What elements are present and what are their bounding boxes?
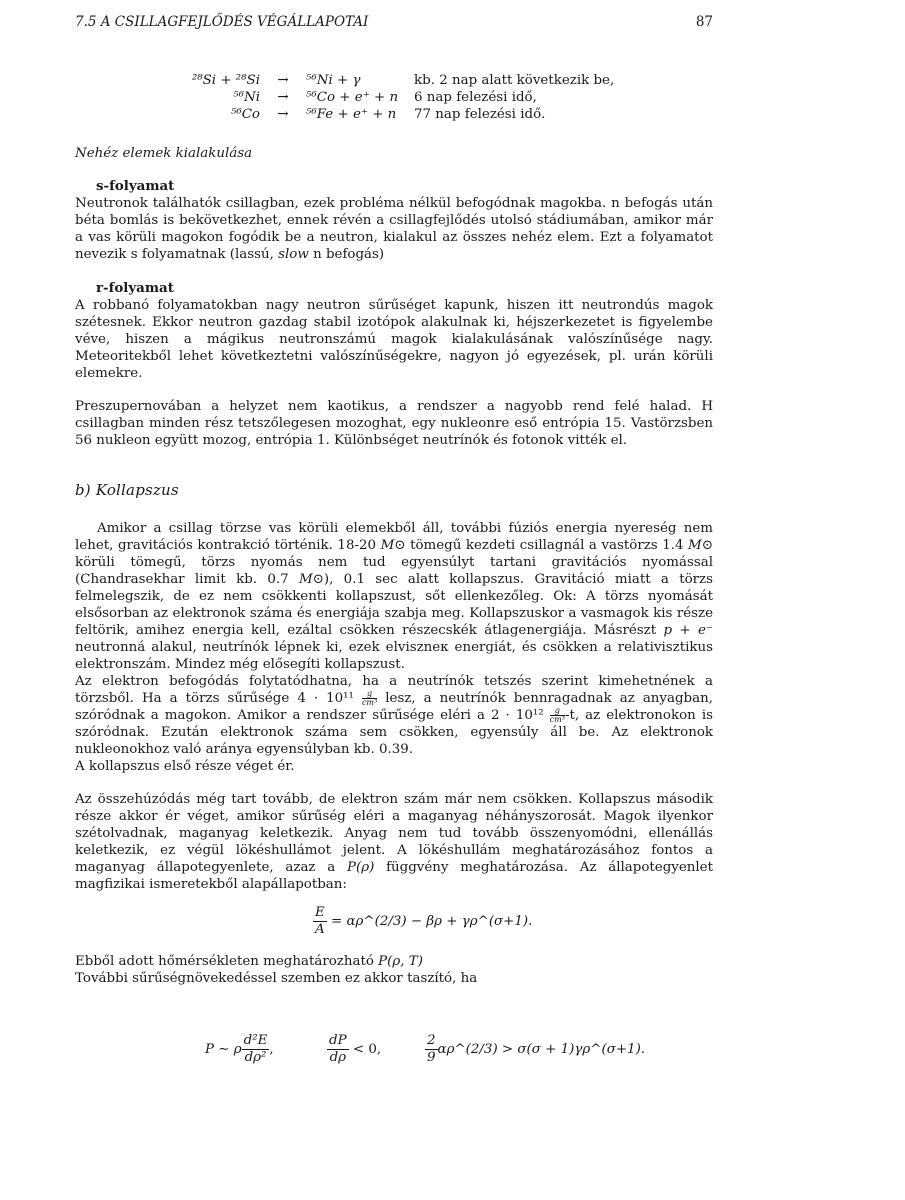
- reaction-note: kb. 2 nap alatt következik be,: [414, 73, 615, 88]
- presupernova-paragraph: Preszupernovában a helyzet nem kaotikus, a rendszer a nagyobb rend felé halad. H csillagban minden rész tetszőlegesen mozoghat, egy nukleonre eső entrópia 15. Vastörzsben 56 nukleon együtt mozog, entrópia 1. Különbséget neutrínók és fotonok vitték el.: [75, 399, 713, 448]
- eos-fraction: [313, 905, 327, 938]
- electron-capture-reaction: p + e⁻: [663, 623, 713, 638]
- condition-3-rhs: αρ^(2/3) > σ(σ + 1)γρ^(σ+1).: [437, 1042, 646, 1057]
- reaction-note: 6 nap felezési idő,: [414, 90, 537, 105]
- s-process-heading: s-folyamat: [96, 178, 175, 194]
- density-value: 4 · 10¹¹: [297, 691, 354, 706]
- s-process-slow: slow: [278, 247, 309, 262]
- condition-3-numerator: 2: [427, 1033, 436, 1048]
- running-title: 7.5 A CSILLAGFEJLŐDÉS VÉGÁLLAPOTAI: [75, 14, 369, 30]
- density-unit: [550, 707, 565, 724]
- condition-1-fraction: [242, 1033, 270, 1066]
- collapse-text: tömegű kezdeti csillagnál a vastörzs 1.4: [405, 538, 689, 553]
- collapse-text: Amikor a csillag törzse vas körüli elemekből áll, további fúziós energia nyereség nem lehet, gravitációs kontrakció történik. 18-20: [75, 521, 713, 553]
- unit-denominator: cm³: [549, 715, 565, 724]
- collapse-heading: b) Kollapszus: [75, 481, 179, 499]
- condition-2-denominator: dρ: [329, 1050, 347, 1065]
- eos-numerator: E: [315, 905, 325, 920]
- condition-3-denominator: 9: [427, 1050, 436, 1065]
- condition-1: P ∼ ρ $\frac{\text{d²E}}{\text{dρ²}}$ ,: [205, 1033, 274, 1065]
- eos-expression: [313, 905, 532, 938]
- unit-denominator: cm³: [361, 698, 378, 707]
- collapse-paragraph-3: A kollapszus első része véget ér.: [75, 759, 295, 774]
- running-head: [75, 14, 713, 36]
- collapse-text: Az összehúzódás még tart tovább, de elektron szám már nem csökken. Kollapszus második része akkor ér véget, amikor sűrűség eléri a maganyag néhányszorosát. Magok ilyenkor szétolvadnak, maganyag keletkezik. Anyag nem tud tovább összenyomódni, ellenállás keletkezik, ez végül lökéshullámot jelent. A lökéshullám meghatározásához fontos a maganyag állapotegyenlete, azaz a: [75, 792, 713, 875]
- condition-2: [327, 1033, 381, 1066]
- reaction-rhs: ⁵⁶Ni + γ: [306, 73, 361, 88]
- collapse-text: Ebből adott hőmérsékleten meghatározható: [75, 954, 379, 969]
- condition-1-numerator: d²E: [243, 1033, 268, 1048]
- solar-mass-symbol: M⊙: [298, 572, 324, 587]
- unit-numerator: g: [362, 690, 377, 699]
- collapse-text: lesz, a neutrínók bennragadnak az anyagban, szóródnak a magokon. Amikor a rendszer sűrűsége eléri a: [75, 691, 713, 723]
- reaction-lhs: ²⁸Si + ²⁸Si: [191, 73, 260, 88]
- collapse-text: Az elektron befogódás folytatódhatna, ha a neutrínók tetszés szerint kimehetnének a törzsből. Ha a törzs sűrűsége: [75, 674, 713, 706]
- condition-2-numerator: dP: [329, 1033, 347, 1048]
- collapse-text: ), 0.1 sec alatt kollapszus. Gravitáció miatt a törzs felmelegszik, de ez nem csökkenti kollapszust, sőt ellenkezőleg. Ok: A törzs nyomását elsősorban az elektronok száma és energiája szabja meg. Kollapszuskor a vasmagok kis része feltörik, amihez energia kell, ezáltal csökken részecskék átlagenergiája. Másrészt: [75, 572, 713, 638]
- condition-1-denominator: dρ²: [244, 1050, 267, 1065]
- eos-denominator: A: [315, 922, 325, 937]
- repulsion-conditions: [75, 1027, 713, 1077]
- collapse-paragraph-2: [75, 673, 713, 758]
- reaction-table: [178, 72, 614, 123]
- reaction-lhs: ⁵⁶Co: [230, 107, 260, 122]
- density-value: 2 · 10¹²: [491, 708, 544, 723]
- reaction-rhs: ⁵⁶Co + e⁺ + n: [306, 90, 399, 105]
- collapse-paragraph-5: [75, 953, 713, 970]
- reaction-row: [178, 106, 614, 123]
- collapse-paragraph-6: További sűrűségnövekedéssel szemben ez akkor taszító, ha: [75, 971, 478, 986]
- collapse-text: neutronná alakul, neutrínók lépnek ki, ezek elviszneк energiát, és csökken a relativisztikus elektronszám. Mindez még elősegíti kollapszust.: [75, 640, 713, 672]
- r-process-heading: r-folyamat: [96, 280, 174, 296]
- s-process-text: Neutronok találhatók csillagban, ezek probléma nélkül befogódnak magokba. n befogás után béta bomlás is bekövetkezhet, ennek révén a csillagfejlődés utolsó stádiumában, amikor már a vas körüli magokon fogódik be a neutron, kialakul az összes nehéz elem. Ezt a folyamatot nevezik s folyamatnak (lassú,: [75, 196, 713, 262]
- pressure-function: P(ρ): [346, 860, 375, 875]
- pressure-temp-function: P(ρ, T): [378, 954, 423, 969]
- s-process-text-end: n befogás): [308, 247, 385, 262]
- density-unit: [362, 690, 377, 707]
- page-number: 87: [695, 14, 713, 30]
- eos-rhs: = αρ^(2/3) − βρ + γρ^(σ+1).: [326, 914, 533, 929]
- condition-2-rhs: < 0,: [352, 1042, 382, 1057]
- equation-of-state: [75, 901, 713, 947]
- reaction-rhs: ⁵⁶Fe + e⁺ + n: [306, 107, 397, 122]
- collapse-paragraph-4: [75, 791, 713, 893]
- collapse-text: függvény meghatározása. Az állapotegyenlet magfizikai ismeretekből alapállapotban:: [75, 860, 713, 892]
- collapse-text: -t, az elektronokon is szóródnak. Ezután elektronok száma sem csökken, egyensúly áll be. Az elektronok nukleonokhoz való aránya egyensúlyban kb. 0.39.: [75, 708, 713, 757]
- reaction-arrow: →: [277, 107, 289, 122]
- collapse-paragraph-1: [75, 520, 713, 673]
- heavy-elements-heading: Nehéz elemek kialakulása: [75, 146, 253, 161]
- solar-mass-symbol: M⊙: [380, 538, 406, 553]
- reaction-arrow: →: [277, 90, 289, 105]
- unit-numerator: g: [550, 707, 565, 716]
- s-process-paragraph: [75, 195, 713, 263]
- condition-3-fraction: [425, 1033, 438, 1066]
- r-process-paragraph: A robbanó folyamatokban nagy neutron sűrűséget kapunk, hiszen itt neutrondús magok szétesnek. Ekkor neutron gazdag stabil izotópok alakulnak ki, héjszerkezetet is figyelembe véve, hiszen a mágikus neutronszámú magok kialakulásának valószínűsége nagy. Meteoritekből lehet következtetni valószínűségekre, nagyon jó egyezések, pl. urán körüli elemekre.: [75, 298, 713, 381]
- solar-mass-symbol: M⊙: [688, 538, 713, 553]
- condition-3: [425, 1033, 645, 1066]
- reaction-arrow: →: [277, 73, 289, 88]
- condition-2-fraction: [327, 1033, 349, 1066]
- collapse-text: körüli tömegű, törzs nyomás nem tud egyensúlyt tartani gravitációs nyomással (Chandrasekhar limit kb. 0.7: [75, 555, 713, 587]
- reaction-row: [178, 72, 614, 89]
- condition-1-lhs: P ∼ ρ: [205, 1042, 242, 1057]
- reaction-row: [178, 89, 614, 106]
- reaction-note: 77 nap felezési idő.: [414, 107, 546, 122]
- page: [75, 14, 713, 1077]
- reaction-lhs: ⁵⁶Ni: [233, 90, 260, 105]
